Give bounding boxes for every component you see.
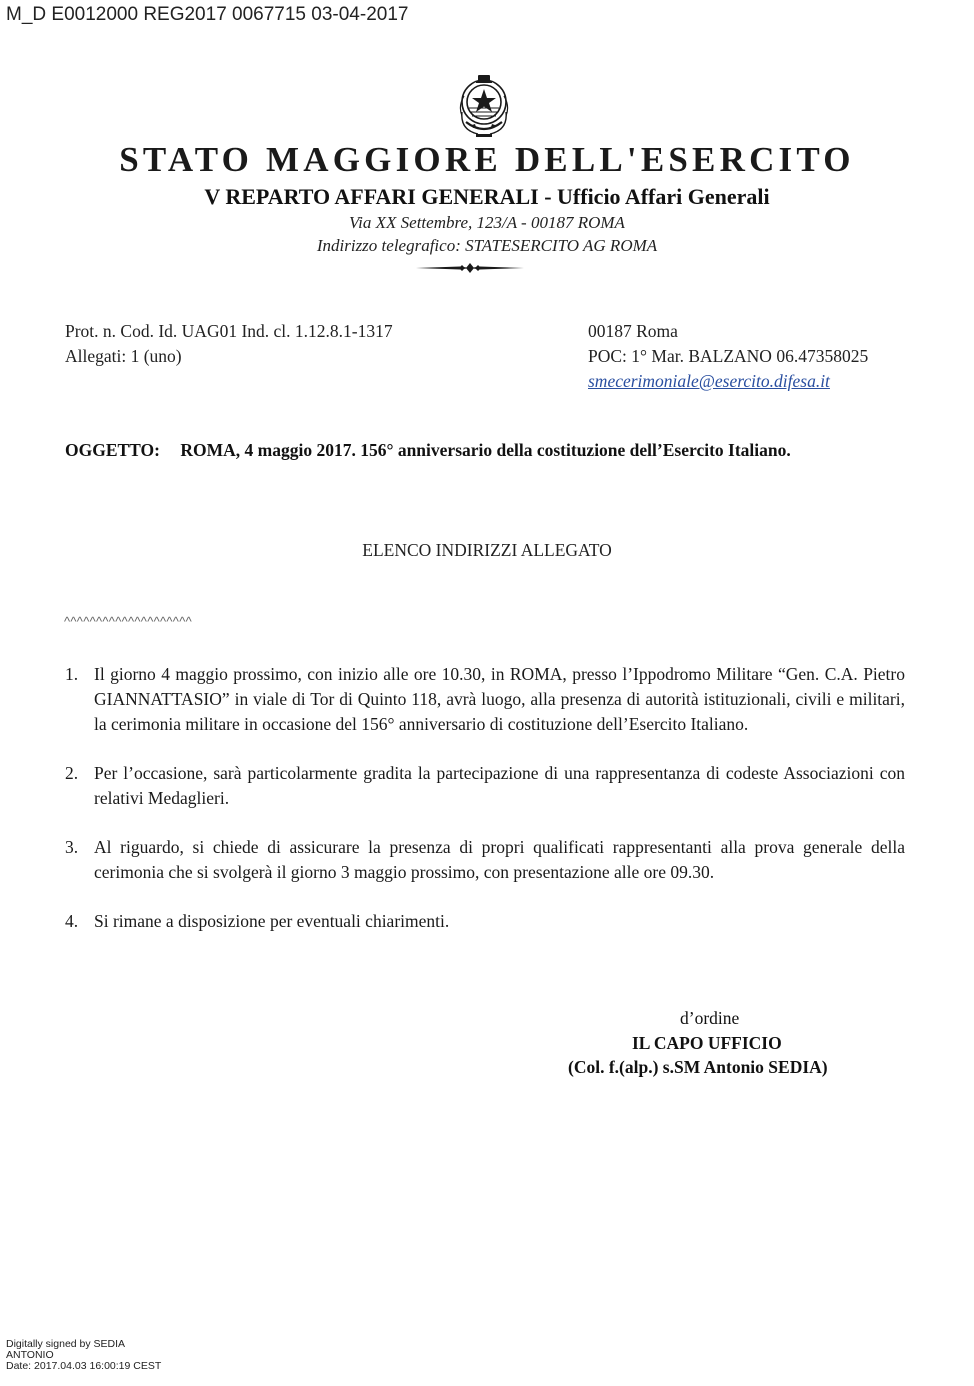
- paragraph-text: Per l’occasione, sarà particolarmente gradita la partecipazione di una rappresentanza di codeste Associazioni con relativi Medaglieri.: [94, 763, 905, 808]
- office-name: Ufficio Affari Generali: [557, 184, 770, 209]
- paragraph-text: Il giorno 4 maggio prossimo, con inizio alle ore 10.30, in ROMA, presso l’Ippodromo Militare “Gen. C.A. Pietro GIANNATTASIO” in viale di Tor di Quinto 118, avrà luogo, alla presenza di autorità istituzionali, civili e militari, la cerimonia militare in occasione del 156° anniversario di costituzione dell’Esercito Italiano.: [94, 664, 905, 734]
- header-ornament: [414, 260, 526, 276]
- poc-line: POC: 1° Mar. BALZANO 06.47358025: [588, 346, 869, 366]
- paragraph-3: [65, 835, 905, 885]
- subject-label: OGGETTO:: [65, 440, 160, 460]
- paragraph-text: Al riguardo, si chiede di assicurare la presenza di propri qualificati rappresentanti alla prova generale della cerimonia che si svolgerà il giorno 3 maggio prossimo, con presentazione alle ore 09.30.: [94, 837, 905, 882]
- paragraph-text: Si rimane a disposizione per eventuali chiarimenti.: [94, 911, 450, 931]
- department-name: V REPARTO AFFARI GENERALI -: [204, 184, 552, 209]
- republic-emblem-icon: [452, 72, 516, 142]
- paragraph-number: 1.: [65, 664, 79, 684]
- digital-signature-line1: Digitally signed by SEDIA: [6, 1338, 126, 1350]
- by-order-label: d’ordine: [680, 1008, 740, 1028]
- paragraph-number: 3.: [65, 837, 79, 857]
- paragraph-number: 4.: [65, 911, 79, 931]
- department-line: [0, 184, 974, 210]
- subject-line: [65, 440, 791, 461]
- contact-email-link[interactable]: smecerimoniale@esercito.difesa.it: [588, 371, 830, 391]
- subject-text: ROMA, 4 maggio 2017. 156° anniversario della costituzione dell’Esercito Italiano.: [180, 440, 791, 460]
- digital-signature-line2: ANTONIO: [6, 1349, 54, 1361]
- protocol-stamp: M_D E0012000 REG2017 0067715 03-04-2017: [6, 4, 409, 25]
- separator-line: ^^^^^^^^^^^^^^^^^^^^: [64, 614, 193, 629]
- address-line: Via XX Settembre, 123/A - 00187 ROMA: [349, 213, 625, 232]
- paragraph-1: [65, 662, 905, 737]
- organization-title: STATO MAGGIORE DELL'ESERCITO: [119, 140, 855, 179]
- attachments-count: Allegati: 1 (uno): [65, 346, 182, 366]
- place-line: 00187 Roma: [588, 321, 678, 341]
- digital-signature-date: Date: 2017.04.03 16:00:19 CEST: [6, 1360, 162, 1372]
- annex-title: ELENCO INDIRIZZI ALLEGATO: [362, 540, 612, 560]
- paragraph-2: [65, 761, 905, 811]
- signer-role: IL CAPO UFFICIO: [632, 1033, 782, 1053]
- protocol-number: Prot. n. Cod. Id. UAG01 Ind. cl. 1.12.8.1-1317: [65, 321, 393, 341]
- paragraph-4: [65, 909, 905, 934]
- telegraphic-address: Indirizzo telegrafico: STATESERCITO AG ROMA: [316, 236, 658, 255]
- signer-name: (Col. f.(alp.) s.SM Antonio SEDIA): [568, 1057, 828, 1077]
- paragraph-number: 2.: [65, 763, 79, 783]
